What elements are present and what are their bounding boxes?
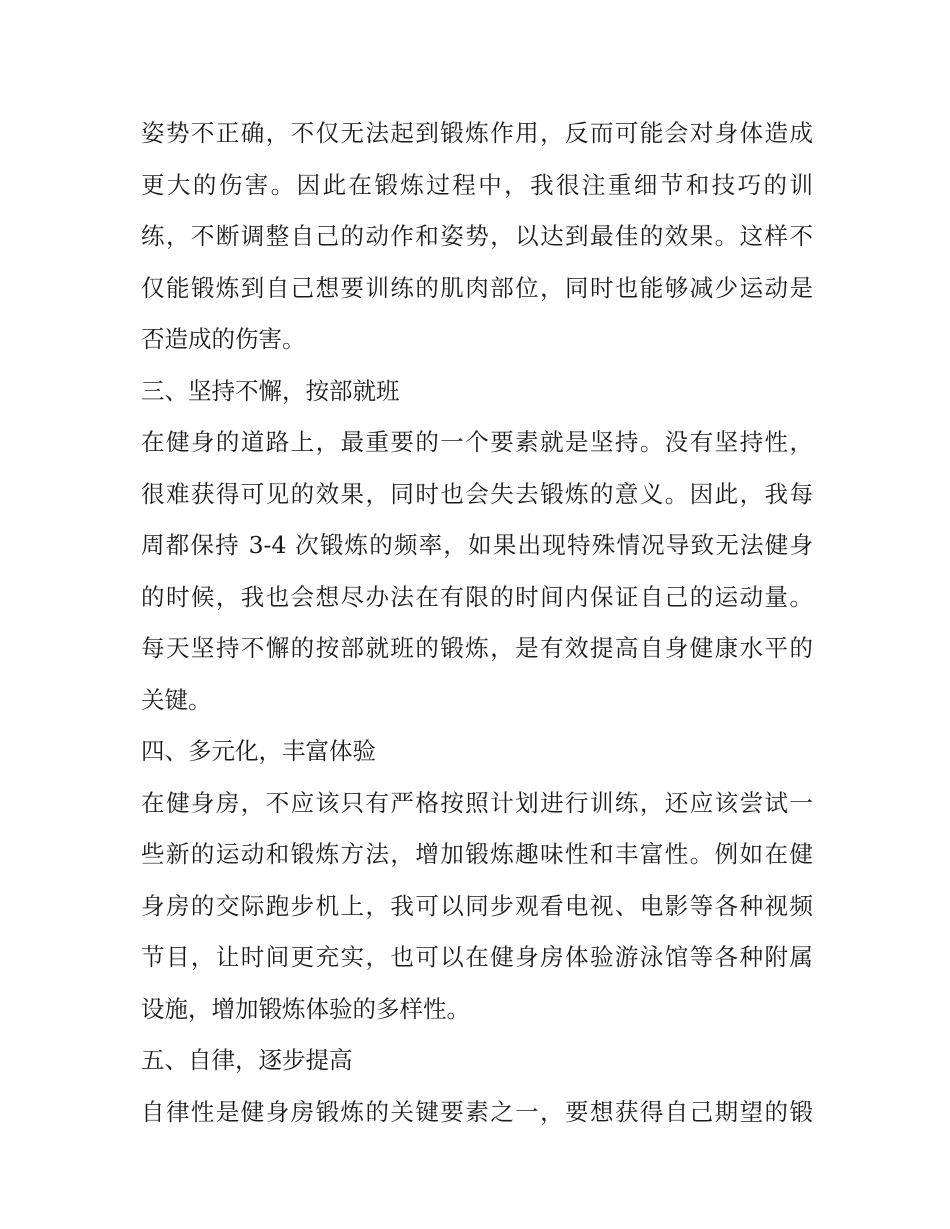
text-line: 周都保持 3-4 次锻炼的频率，如果出现特殊情况导致无法健身 [141,531,813,559]
text-line: 节目，让时间更充实，也可以在健身房体验游泳馆等各种附属 [141,943,813,971]
text-line: 在健身房，不应该只有严格按照计划进行训练，还应该尝试一 [141,788,813,817]
text-line: 姿势不正确，不仅无法起到锻炼作用，反而可能会对身体造成 [141,119,813,147]
text-line: 练，不断调整自己的动作和姿势，以达到最佳的效果。这样不 [141,222,813,250]
section-heading: 五、自律，逐步提高 [141,1046,353,1074]
text-line: 很难获得可见的效果，同时也会失去锻炼的意义。因此，我每 [141,479,813,508]
text-line: 关键。 [141,685,212,714]
text-line: 些新的运动和锻炼方法，增加锻炼趣味性和丰富性。例如在健 [141,840,813,868]
text-line: 每天坚持不懈的按部就班的锻炼，是有效提高自身健康水平的 [141,634,813,662]
text-line: 身房的交际跑步机上，我可以同步观看电视、电影等各种视频 [141,891,813,920]
text-line: 自律性是健身房锻炼的关键要素之一，要想获得自己期望的锻 [141,1097,813,1126]
section-heading: 四、多元化，丰富体验 [141,737,376,765]
text-line: 否造成的伤害。 [141,325,306,353]
section-heading: 三、坚持不懈，按部就班 [141,376,400,405]
text-line: 在健身的道路上，最重要的一个要素就是坚持。没有坚持性， [141,428,813,456]
document-body [141,108,813,1138]
text-line: 更大的伤害。因此在锻炼过程中，我很注重细节和技巧的训 [141,170,813,199]
text-line: 的时候，我也会想尽办法在有限的时间内保证自己的运动量。 [141,582,813,611]
text-line: 仅能锻炼到自己想要训练的肌肉部位，同时也能够减少运动是 [141,273,813,302]
text-line: 设施，增加锻炼体验的多样性。 [141,994,470,1023]
